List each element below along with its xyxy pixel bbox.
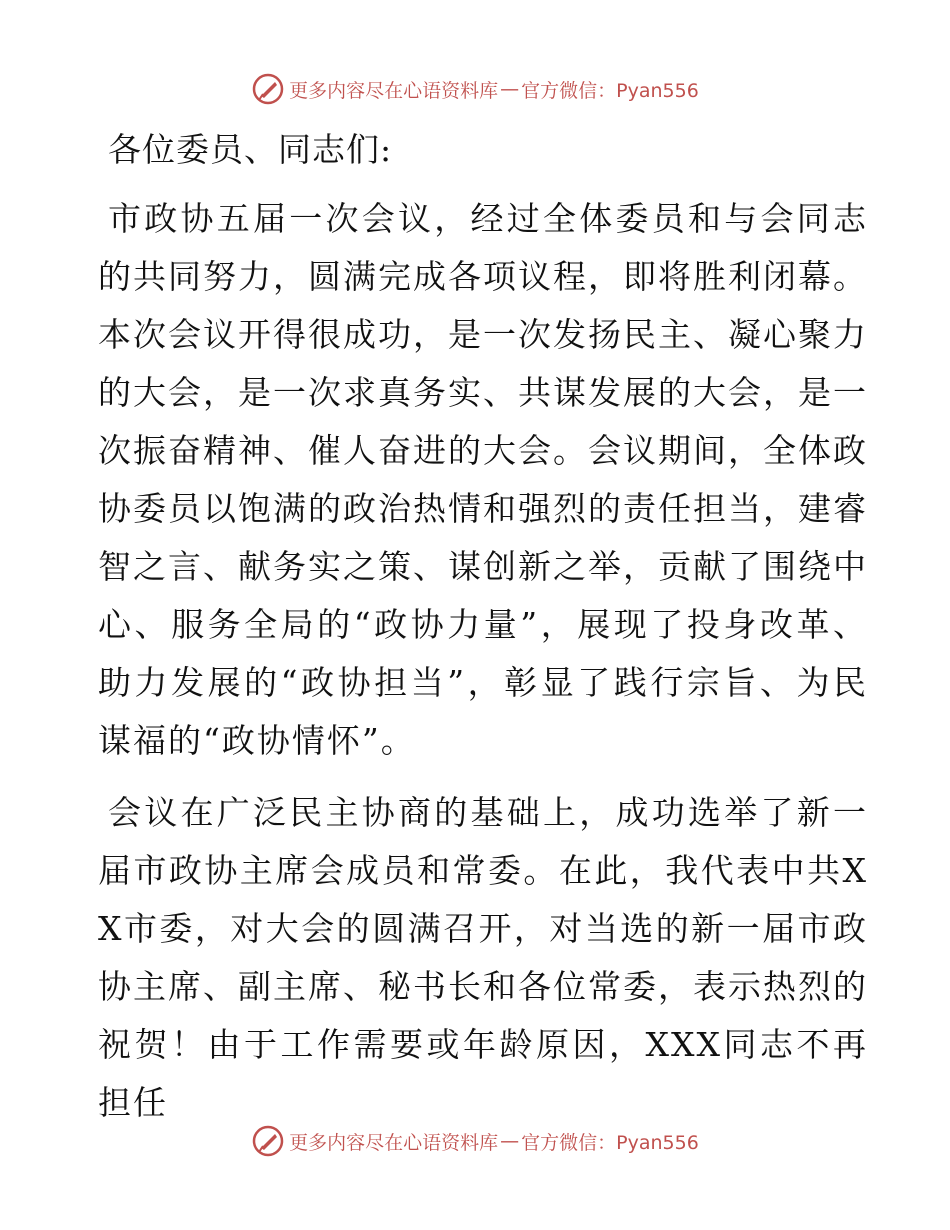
footer-watermark (0, 1124, 950, 1158)
paragraph-2: 会议在广泛民主协商的基础上，成功选举了新一届市政协主席会成员和常委。在此，我代表中共XX市委，对大会的圆满召开，对当选的新一届市政协主席、副主席、秘书长和各位常委，表示热烈的祝贺！由于工作需要或年龄原因，XXX同志不再担任 (98, 793, 868, 1122)
greeting: 各位委员、同志们: (108, 130, 393, 169)
watermark-contact: 官方微信：Pyan556 (521, 1131, 699, 1154)
document-body (98, 124, 868, 1146)
paragraph-1: 市政协五届一次会议，经过全体委员和与会同志的共同努力，圆满完成各项议程，即将胜利闭幕。本次会议开得很成功，是一次发扬民主、凝心聚力的大会，是一次求真务实、共谋发展的大会，是一次振奋精神、催人奋进的大会。会议期间，全体政协委员以饱满的政治热情和强烈的责任担当，建睿智之言、献务实之策、谋创新之举，贡献了围绕中心、服务全局的“政协力量”，展现了投身改革、助力发展的“政协担当”，彰显了践行宗旨、为民谋福的“政协情怀”。 (98, 199, 868, 760)
watermark-text: 更多内容尽在心语资料库 (289, 79, 499, 102)
quill-logo-icon (251, 72, 285, 106)
watermark-contact: 官方微信：Pyan556 (521, 79, 699, 102)
quill-logo-icon (251, 1124, 285, 1158)
header-watermark (0, 72, 950, 106)
watermark-dash: — (500, 78, 520, 100)
watermark-dash: — (500, 1130, 520, 1152)
watermark-text: 更多内容尽在心语资料库 (289, 1131, 499, 1154)
